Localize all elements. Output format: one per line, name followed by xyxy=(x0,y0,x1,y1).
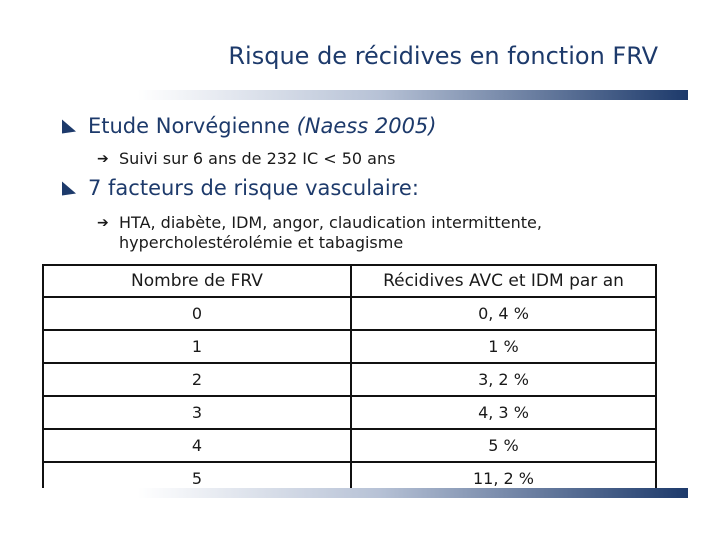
slide-title: Risque de récidives en fonction FRV xyxy=(228,42,658,70)
bullet-study-citation: (Naess 2005) xyxy=(296,114,437,138)
bullet-risk-factors xyxy=(62,176,419,200)
footer-gradient-bar xyxy=(0,488,688,498)
cell-frv: 3 xyxy=(43,396,351,429)
cell-frv: 5 xyxy=(43,462,351,495)
cell-frv: 2 xyxy=(43,363,351,396)
cell-frv: 1 xyxy=(43,330,351,363)
table-header-row xyxy=(43,265,656,297)
sub-bullet-followup xyxy=(97,149,395,169)
bullet-risk-factors-text: 7 facteurs de risque vasculaire: xyxy=(88,176,419,200)
arrow-bullet-icon xyxy=(62,122,76,136)
bullet-study-main: Etude Norvégienne xyxy=(88,114,290,138)
cell-rate: 1 % xyxy=(351,330,656,363)
table-row xyxy=(43,363,656,396)
table-row xyxy=(43,396,656,429)
header-recurrence-rate: Récidives AVC et IDM par an xyxy=(351,265,656,297)
cell-frv: 0 xyxy=(43,297,351,330)
sub-bullet-followup-text: Suivi sur 6 ans de 232 IC < 50 ans xyxy=(119,149,396,168)
cell-rate: 5 % xyxy=(351,429,656,462)
cell-rate: 4, 3 % xyxy=(351,396,656,429)
arrow-bullet-icon xyxy=(62,184,76,198)
table-row xyxy=(43,297,656,330)
header-frv-count: Nombre de FRV xyxy=(43,265,351,297)
factors-line-2: hypercholestérolémie et tabagisme xyxy=(119,233,404,252)
cell-frv: 4 xyxy=(43,429,351,462)
table-row xyxy=(43,330,656,363)
cell-rate: 0, 4 % xyxy=(351,297,656,330)
table-row xyxy=(43,429,656,462)
factors-line-1: HTA, diabète, IDM, angor, claudication intermittente, xyxy=(119,213,542,232)
cell-rate: 3, 2 % xyxy=(351,363,656,396)
right-arrow-icon: ➔ xyxy=(97,151,109,167)
sub-bullet-factors-list-text xyxy=(119,213,542,253)
sub-bullet-factors-list xyxy=(97,213,542,253)
recurrence-table xyxy=(42,264,657,496)
bullet-study-text xyxy=(88,114,436,138)
header-gradient-bar xyxy=(0,90,688,100)
right-arrow-icon: ➔ xyxy=(97,215,109,231)
cell-rate: 11, 2 % xyxy=(351,462,656,495)
bullet-study xyxy=(62,114,436,138)
